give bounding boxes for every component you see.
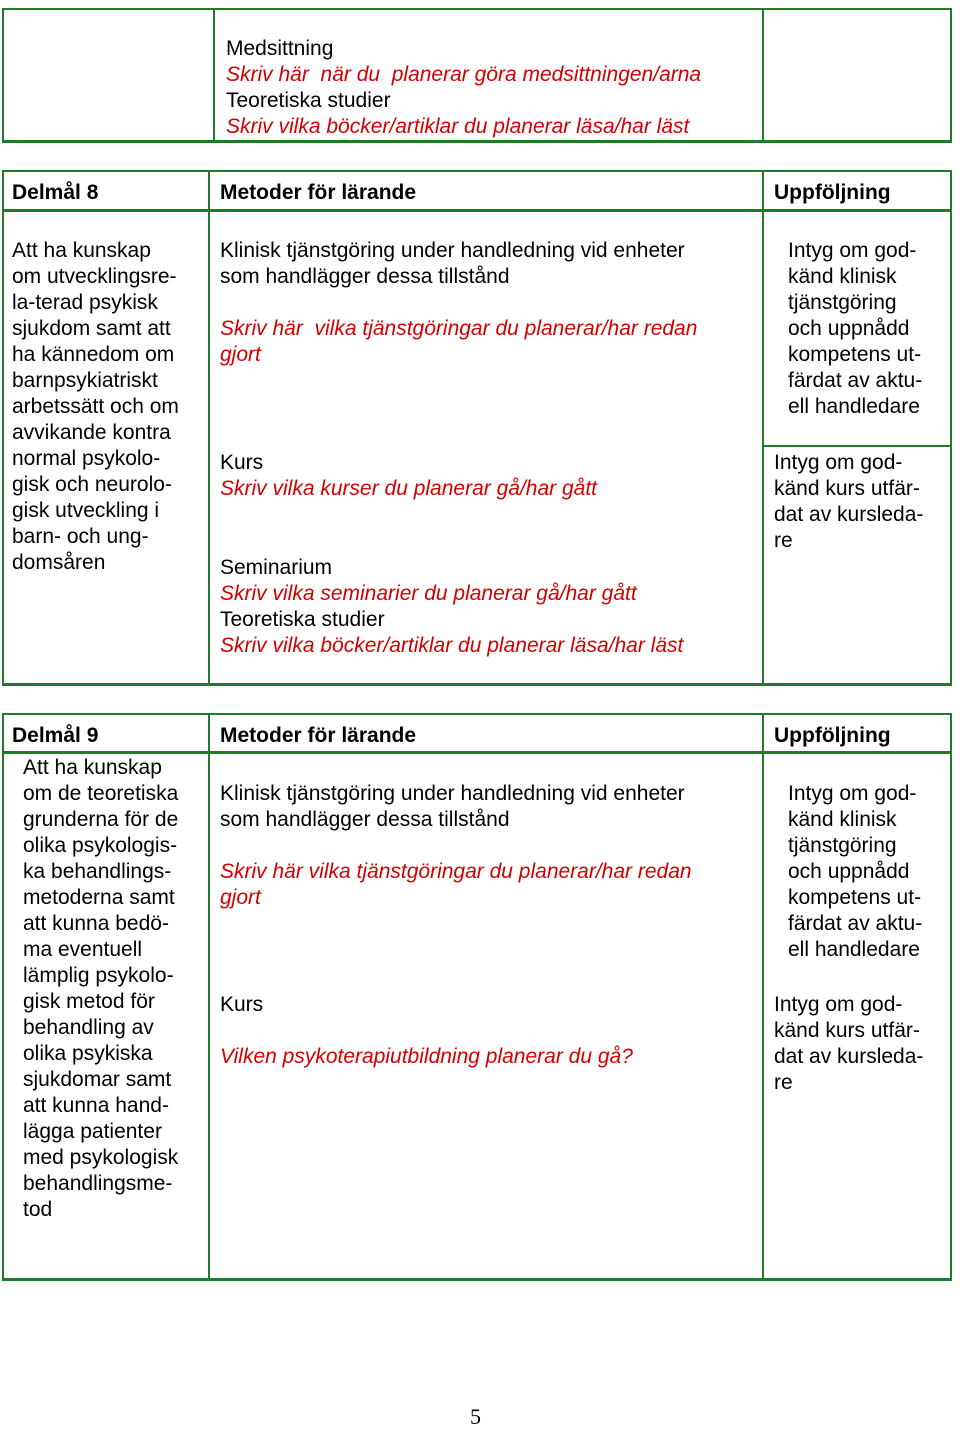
cell-text-line xyxy=(220,833,692,859)
cell-text-line: ell handledare xyxy=(788,395,920,418)
cell-text-line: om utvecklingsre- xyxy=(12,265,177,288)
cell-text-line: re xyxy=(774,1071,793,1094)
methods-heading: Metoder för lärande xyxy=(220,181,417,204)
cell-text-line: Intyg om god- xyxy=(788,239,917,262)
cell-text-line: ha kännedom om xyxy=(12,343,175,366)
cell-text-line: kompetens ut- xyxy=(788,886,922,909)
cell-text-line: olika psykiska xyxy=(23,1042,153,1065)
cell-text-line: dat av kursleda- xyxy=(774,1045,924,1068)
cell-text-line: sjukdom samt att xyxy=(12,317,171,340)
cell-text-line: färdat av aktu- xyxy=(788,912,923,935)
cell-text-line: grunderna för de xyxy=(23,808,179,831)
delmal-8-course-methods xyxy=(220,450,597,502)
cell-text-line: la-terad psykisk xyxy=(12,291,158,314)
placeholder-instruction-line: Skriv vilka böcker/artiklar du planerar läsa/har läst xyxy=(220,634,684,657)
cell-text-line: normal psykolo- xyxy=(12,447,161,470)
cell-text-line: barn- och ung- xyxy=(12,525,149,548)
page-number: 5 xyxy=(470,1404,481,1429)
cell-text-line: med psykologisk xyxy=(23,1146,179,1169)
cell-text-line xyxy=(220,290,697,316)
cell-text-line: kompetens ut- xyxy=(788,343,922,366)
cell-text-line: avvikande kontra xyxy=(12,421,171,444)
cell-text-line: metoderna samt xyxy=(23,886,175,909)
cell-text-line: Teoretiska studier xyxy=(220,608,385,631)
followup-heading: Uppföljning xyxy=(774,181,891,204)
cell-text-line: behandling av xyxy=(23,1016,154,1039)
delmal-9-heading: Delmål 9 xyxy=(12,724,99,747)
cell-text-line: Att ha kunskap xyxy=(23,756,162,779)
delmal-8-clinical-methods xyxy=(220,238,697,368)
cell-text-line: som handlägger dessa tillstånd xyxy=(220,265,510,288)
cell-text-line: känd kurs utfär- xyxy=(774,477,920,500)
cell-text-line: olika psykologis- xyxy=(23,834,178,857)
delmal-8-followup-clinical xyxy=(788,238,922,420)
cell-text-line: gisk och neurolo- xyxy=(12,473,172,496)
followup-heading: Uppföljning xyxy=(774,724,891,747)
cell-text-line: Kurs xyxy=(220,993,264,1016)
cell-text-line: ell handledare xyxy=(788,938,920,961)
placeholder-instruction-line: Skriv vilka seminarier du planerar gå/har gått xyxy=(220,582,637,605)
cell-text-line: tod xyxy=(23,1198,53,1221)
cell-text-line: tjänstgöring xyxy=(788,834,897,857)
cell-text-line: ma eventuell xyxy=(23,938,143,961)
cell-text-line: att kunna bedö- xyxy=(23,912,169,935)
cell-text-line: domsåren xyxy=(12,551,106,574)
placeholder-instruction-line: Skriv vilka kurser du planerar gå/har gått xyxy=(220,477,598,500)
cell-text-line: gisk metod för xyxy=(23,990,155,1013)
cell-text-line: Intyg om god- xyxy=(774,993,903,1016)
delmal-9-followup-clinical xyxy=(788,781,922,963)
cell-text-line xyxy=(220,1018,633,1044)
cell-text-line: känd klinisk xyxy=(788,808,897,831)
cell-text-line: ka behandlings- xyxy=(23,860,172,883)
cell-text-line: lägga patienter xyxy=(23,1120,162,1143)
cell-text-line: re xyxy=(774,529,793,552)
delmal-8-followup-course xyxy=(774,450,923,554)
cell-text-line: att kunna hand- xyxy=(23,1094,169,1117)
cell-text-line: barnpsykiatriskt xyxy=(12,369,158,392)
cell-text-line: Seminarium xyxy=(220,556,333,579)
cell-text-line: Kurs xyxy=(220,451,264,474)
cell-text-line: Intyg om god- xyxy=(774,451,903,474)
delmal-8-heading: Delmål 8 xyxy=(12,181,99,204)
cell-text-line: Medsittning xyxy=(226,37,334,60)
placeholder-instruction-line: gjort xyxy=(220,343,261,366)
delmal-9-clinical-methods xyxy=(220,781,692,911)
delmal-9-goal-text xyxy=(23,755,178,1223)
cell-text-line: dat av kursleda- xyxy=(774,503,924,526)
delmal-9-course-methods xyxy=(220,992,633,1070)
delmal-8-goal-text xyxy=(12,238,179,576)
cell-text-line: som handlägger dessa tillstånd xyxy=(220,808,510,831)
cell-text-line: Klinisk tjänstgöring under handledning vid enheter xyxy=(220,782,685,805)
cell-text-line: Klinisk tjänstgöring under handledning vid enheter xyxy=(220,239,685,262)
cell-text-line: om de teoretiska xyxy=(23,782,179,805)
placeholder-instruction-line: gjort xyxy=(220,886,261,909)
delmal-8-seminar-methods xyxy=(220,555,683,659)
cell-text-line: gisk utveckling i xyxy=(12,499,160,522)
methods-heading: Metoder för lärande xyxy=(220,724,417,747)
placeholder-instruction-line: Skriv här vilka tjänstgöringar du planerar/har redan xyxy=(220,860,692,883)
cell-text-line: och uppnådd xyxy=(788,317,910,340)
cell-text-line: och uppnådd xyxy=(788,860,910,883)
cell-text-line: Intyg om god- xyxy=(788,782,917,805)
placeholder-instruction-line: Skriv här när du planerar göra medsittningen/arna xyxy=(226,63,702,86)
placeholder-instruction-line: Skriv vilka böcker/artiklar du planerar läsa/har läst xyxy=(226,115,690,138)
cell-text-line: Teoretiska studier xyxy=(226,89,391,112)
cell-text-line: behandlingsme- xyxy=(23,1172,173,1195)
placeholder-instruction-line: Vilken psykoterapiutbildning planerar du gå? xyxy=(220,1045,633,1068)
cell-text-line: känd klinisk xyxy=(788,265,897,288)
cell-text-line: känd kurs utfär- xyxy=(774,1019,920,1042)
delmal-9-followup-course xyxy=(774,992,923,1096)
cell-text-line: sjukdomar samt xyxy=(23,1068,172,1091)
cell-text-line: lämplig psykolo- xyxy=(23,964,174,987)
placeholder-instruction-line: Skriv här vilka tjänstgöringar du planerar/har redan xyxy=(220,317,698,340)
cell-text-line: arbetssätt och om xyxy=(12,395,179,418)
cell-text-line: tjänstgöring xyxy=(788,291,897,314)
cell-text-line: Att ha kunskap xyxy=(12,239,151,262)
top-method-cell xyxy=(226,36,701,140)
cell-text-line: färdat av aktu- xyxy=(788,369,923,392)
